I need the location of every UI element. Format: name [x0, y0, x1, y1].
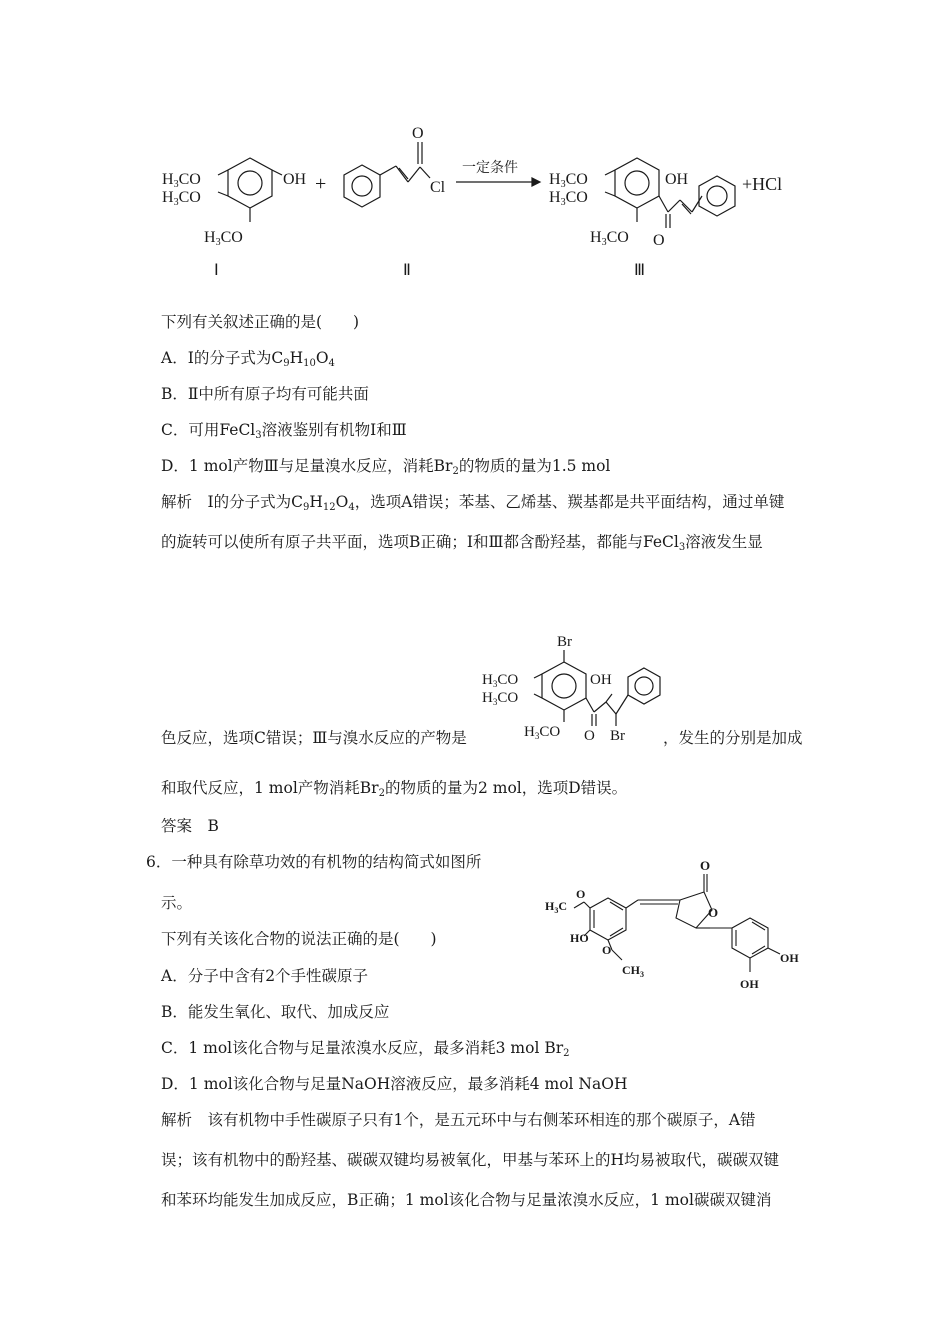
compound-3-structure — [605, 158, 735, 228]
q5-analysis-line-3-right: ，发生的分别是加成 — [663, 729, 803, 747]
q5-option-b: B．Ⅱ中所有原子均有可能共面 — [161, 385, 369, 403]
o-label-3: O — [653, 232, 665, 249]
svg-text:H3CO: H3CO — [162, 171, 201, 190]
q5-option-a: A．Ⅰ的分子式为$C_9H_{10}O_4$ — [161, 349, 335, 369]
oh-label-right-2: OH — [740, 977, 759, 991]
q5-analysis-line-2: 的旋转可以使所有原子共平面，选项B正确；Ⅰ和Ⅲ都含酚羟基，都能与FeCl$_3$溶液发生显 — [161, 533, 763, 553]
compound-label-1: Ⅰ — [214, 262, 219, 279]
ho-label-left: HO — [570, 931, 589, 945]
compound-1-structure — [218, 158, 282, 222]
svg-text:H3CO: H3CO — [204, 229, 243, 248]
q5-answer: 答案 B — [161, 817, 219, 835]
oh-label-3: OH — [665, 171, 689, 188]
svg-text:H3C: $H_3C$ — [545, 899, 568, 915]
o-label-lactone: O — [700, 858, 711, 873]
q6-stem-1: 6．一种具有除草功效的有机物的结构简式如图所 — [146, 853, 482, 871]
svg-text:H3CO: H3CO — [590, 229, 629, 248]
q5-stem: 下列有关叙述正确的是( ) — [161, 313, 360, 331]
q5-option-c: C．可用FeCl$_3$溶液鉴别有机物Ⅰ和Ⅲ — [161, 421, 407, 441]
q6-stem-2: 示。 — [161, 894, 193, 912]
svg-text:H3CO: $H_3CO$ — [482, 690, 519, 707]
o-label-product: O — [584, 728, 595, 744]
br-label-top: Br — [557, 634, 572, 650]
svg-text:H3CO: $H_3CO$ — [482, 672, 519, 689]
svg-text:H3CO: H3CO — [162, 189, 201, 208]
svg-text:H3CO: H3CO — [549, 171, 588, 190]
brominated-product-structure — [478, 630, 668, 750]
herbicide-structure — [540, 852, 815, 1002]
hcl-product: +HCl — [742, 174, 783, 194]
q5-analysis-line-4: 和取代反应，1 mol产物消耗$Br_2$的物质的量为2 mol，选项D错误。 — [161, 779, 628, 799]
o-label-ring: O — [708, 905, 719, 920]
q6-option-c: C．1 mol该化合物与足量浓溴水反应，最多消耗3 mol $Br_2$ — [161, 1039, 570, 1059]
q6-analysis-line-3: 和苯环均能发生加成反应，B正确；1 mol该化合物与足量浓溴水反应，1 mol碳碳双键消 — [161, 1191, 772, 1209]
svg-text:H3CO: H3CO — [549, 189, 588, 208]
compound-label-3: Ⅲ — [634, 262, 646, 279]
q6-option-d: D．1 mol该化合物与足量NaOH溶液反应，最多消耗4 mol NaOH — [161, 1075, 628, 1093]
plus-sign: + — [315, 173, 327, 195]
reaction-condition: 一定条件 — [462, 160, 518, 176]
oh-label-1: OH — [283, 171, 307, 188]
reaction-scheme — [150, 120, 810, 290]
oh-label-product: OH — [590, 672, 612, 688]
q6-option-b: B．能发生氧化、取代、加成反应 — [161, 1003, 390, 1021]
q6-option-a: A．分子中含有2个手性碳原子 — [161, 967, 369, 985]
q5-analysis-line-3-left: 色反应，选项C错误；Ⅲ与溴水反应的产物是 — [161, 729, 467, 747]
br-label-bottom: Br — [610, 728, 625, 744]
o-label-methoxy-1: O — [576, 887, 586, 901]
q5-analysis-line-1: 解析 Ⅰ的分子式为$C_9H_{12}O_4$，选项A错误；苯基、乙烯基、羰基都是共平面结构，通过单键 — [161, 493, 785, 513]
cl-label: Cl — [430, 179, 446, 196]
svg-text:CH3: $CH_3$ — [622, 963, 644, 979]
q5-option-d: D．1 mol产物Ⅲ与足量溴水反应，消耗$Br_2$的物质的量为1.5 mol — [161, 457, 611, 477]
q6-analysis-line-1: 解析 该有机物中手性碳原子只有1个，是五元环中与右侧苯环相连的那个碳原子，A错 — [161, 1111, 756, 1129]
q6-analysis-line-2: 误；该有机物中的酚羟基、碳碳双键均易被氧化，甲基与苯环上的H均易被取代，碳碳双键 — [161, 1151, 780, 1169]
compound-2-structure — [344, 142, 430, 207]
svg-text:H3CO: $H_3CO$ — [524, 724, 561, 741]
o-label-2: O — [412, 125, 424, 142]
o-label-methoxy-2: O — [602, 943, 612, 957]
compound-label-2: Ⅱ — [403, 262, 411, 279]
oh-label-right-1: OH — [780, 951, 799, 965]
q6-stem-3: 下列有关该化合物的说法正确的是( ) — [161, 930, 437, 948]
reaction-arrow — [456, 178, 540, 186]
